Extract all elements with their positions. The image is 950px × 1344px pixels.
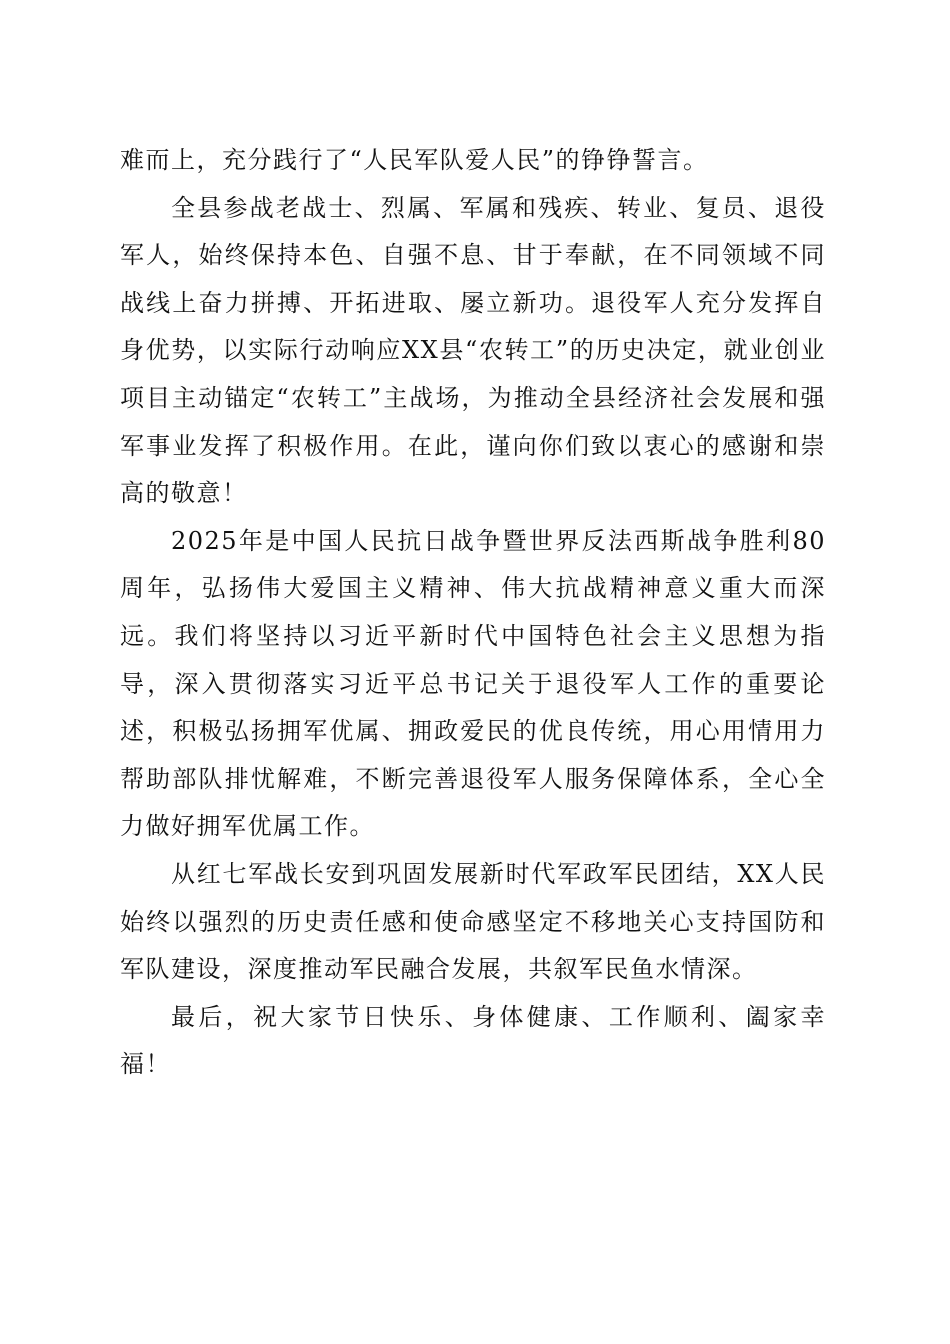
- paragraph-continuation: 难而上，充分践行了“人民军队爱人民”的铮铮誓言。: [120, 146, 709, 174]
- paragraph-military-civilian-unity: 从红七军战长安到巩固发展新时代军政军民团结，XX人民始终以强烈的历史责任感和使命感坚定不移地关心支持国防和军队建设，深度推动军民融合发展，共叙军民鱼水情深。: [120, 859, 826, 984]
- document-body: [120, 137, 826, 1089]
- paragraph-closing-wishes: 最后，祝大家节日快乐、身体健康、工作顺利、阖家幸福！: [120, 1002, 826, 1079]
- paragraph-anniversary-commitment: 2025年是中国人民抗日战争暨世界反法西斯战争胜利80周年，弘扬伟大爱国主义精神、伟大抗战精神意义重大而深远。我们将坚持以习近平新时代中国特色社会主义思想为指导，深入贯彻落实习近平总书记关于退役军人工作的重要论述，积极弘扬拥军优属、拥政爱民的优良传统，用心用情用力帮助部队排忧解难，不断完善退役军人服务保障体系，全心全力做好拥军优属工作。: [120, 526, 826, 841]
- paragraph-veterans-tribute: 全县参战老战士、烈属、军属和残疾、转业、复员、退役军人，始终保持本色、自强不息、甘于奉献，在不同领域不同战线上奋力拼搏、开拓进取、屡立新功。退役军人充分发挥自身优势，以实际行动响应XX县“农转工”的历史决定，就业创业项目主动锚定“农转工”主战场，为推动全县经济社会发展和强军事业发挥了积极作用。在此，谨向你们致以衷心的感谢和崇高的敬意！: [120, 193, 826, 508]
